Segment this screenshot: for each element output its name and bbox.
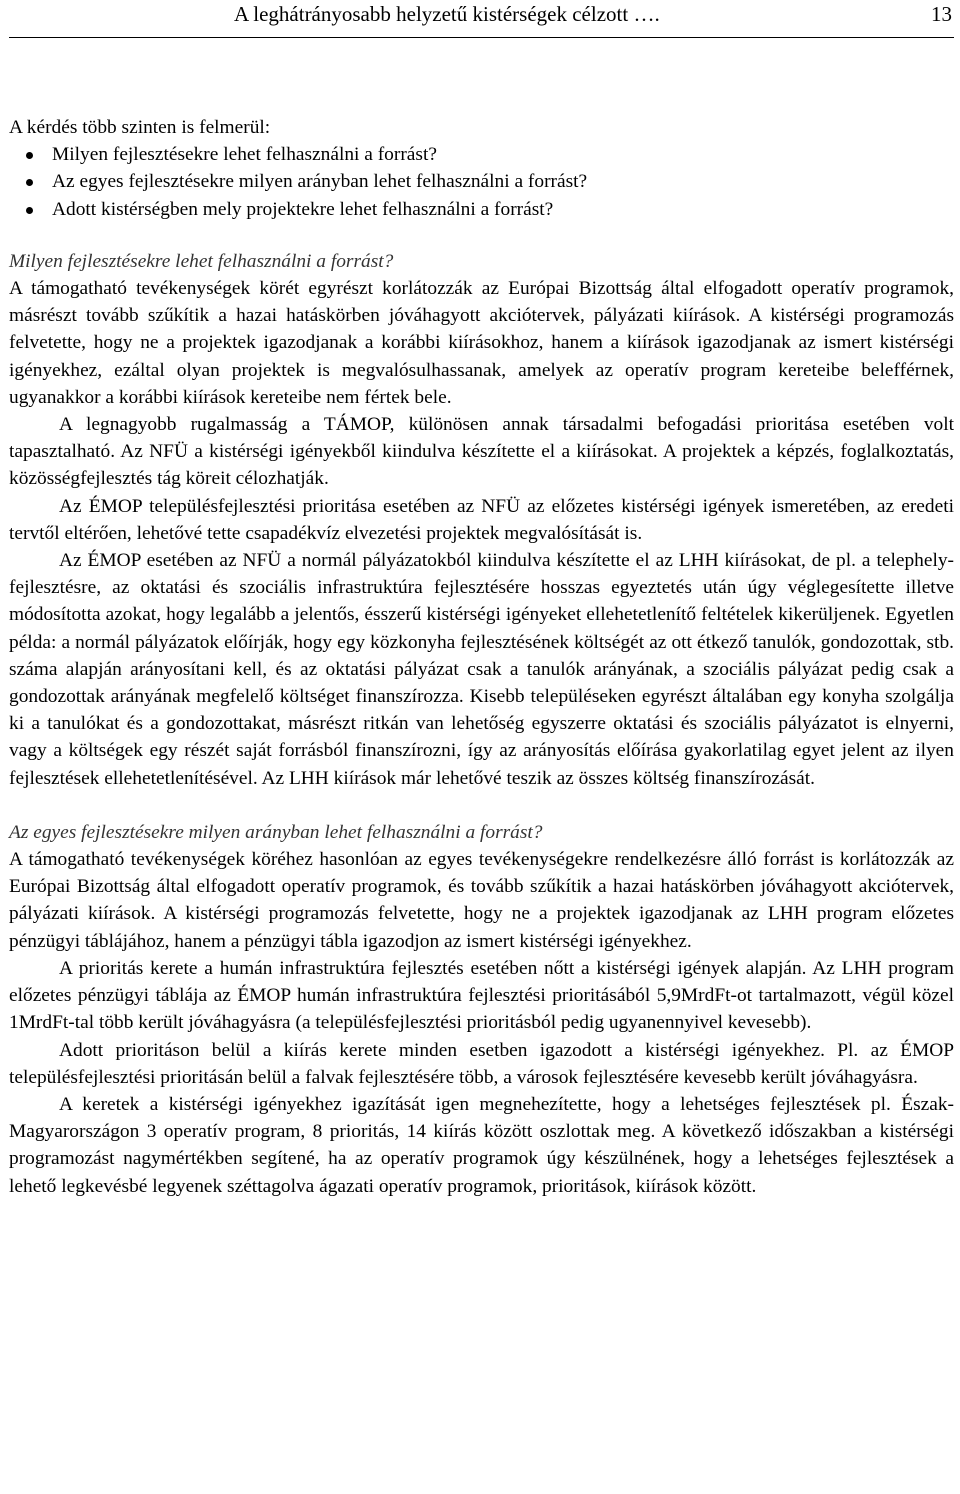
section-heading: Az egyes fejlesztésekre milyen arányban lehet felhasználni a forrást? bbox=[9, 821, 543, 843]
paragraph: Adott prioritáson belül a kiírás kerete minden esetben igazodott a kistérségi igényekhez. Pl. az ÉMOP településfejlesztési prioritásán belül a falvak fejlesztésére több, a városok fejlesztésére kevesebb került jóváhagyásra. bbox=[9, 1039, 954, 1088]
list-item bbox=[52, 168, 954, 195]
bullet-icon bbox=[26, 207, 33, 214]
document-page bbox=[9, 0, 954, 1200]
page-number: 13 bbox=[931, 2, 952, 26]
bullet-icon bbox=[26, 179, 33, 186]
paragraph: A legnagyobb rugalmasság a TÁMOP, különösen annak társadalmi befogadási prioritása esetében volt tapasztalható. Az NFÜ a kistérségi igényekből kiindulva készítette el a kiírásokat. A projektek a képzés, foglalkoztatás, közösségfejlesztés tág köreit célozhatják. bbox=[9, 414, 954, 490]
list-item-text: Milyen fejlesztésekre lehet felhasználni a forrást? bbox=[52, 144, 437, 166]
list-item-text: Az egyes fejlesztésekre milyen arányban lehet felhasználni a forrást? bbox=[52, 171, 588, 193]
intro-text: A kérdés több szinten is felmerül: bbox=[9, 117, 271, 138]
list-item-text: Adott kistérségben mely projektekre lehet felhasználni a forrást? bbox=[52, 198, 554, 220]
paragraph: A támogatható tevékenységek körét egyrészt korlátozzák az Európai Bizottság által elfogadott operatív programok, másrészt tovább szűkítik a hazai hatáskörben jóváhagyott akciótervek, pályázati kiírások. A kistérségi programozás felvetette, hogy ne a projektek igazodjanak a korábbi kiírásokhoz, hanem a kiírások igazodjanak az ismert kistérségi igényekhez, ezáltal olyan projektek is megvalósulhassanak, amelyek az operatív program kereteibe belefférnek, ugyanakkor a korábbi kiírások kereteibe nem fértek bele. bbox=[9, 278, 954, 408]
paragraph: A prioritás kerete a humán infrastruktúra fejlesztés esetében nőtt a kistérségi igények alapján. Az LHH program előzetes pénzügyi táblája az ÉMOP humán infrastruktúra fejlesztési prioritásából 5,9MrdFt-ot tartalmazott, végül közel 1MrdFt-tal több került jóváhagyásra (a településfejlesztési prioritásból pedig ugyanennyivel kevesebb). bbox=[9, 957, 954, 1034]
paragraph: A támogatható tevékenységek köréhez hasonlóan az egyes tevékenységekre rendelkezésre álló forrást is korlátozzák az Európai Bizottság által elfogadott operatív programok, és tovább szűkítik a hazai hatáskörben jóváhagyott akciótervek, pályázati kiírások. A kistérségi programozás felvetette, hogy ne a projektek igazodjanak az LHH program előzetes pénzügyi táblájához, hanem a pénzügyi tábla igazodjon az ismert kistérségi igényekhez. bbox=[9, 849, 954, 952]
list-item bbox=[52, 196, 954, 223]
paragraph: A keretek a kistérségi igényekhez igazítását igen megnehezítette, hogy a lehetséges fejlesztések pl. Észak-Magyarországon 3 operatív program, 8 prioritás, 14 kiírás között oszlottak meg. A következő időszakban a kistérségi programozást nagymértékben segítené, ha az operatív programok úgy készülnének, hogy a lehetséges fejlesztések a lehető legkevésbé legyenek széttagolva ágazati operatív programok, prioritások, kiírások között. bbox=[9, 1093, 954, 1197]
page-header bbox=[9, 0, 954, 38]
section-heading: Milyen fejlesztésekre lehet felhasználni a forrást? bbox=[9, 250, 394, 272]
paragraph: Az ÉMOP településfejlesztési prioritása esetében az NFÜ az előzetes kistérségi igények ismeretében, az eredeti tervtől eltérően, lehetővé tette csapadékvíz elvezetési projektek megvalósítását is. bbox=[9, 495, 954, 544]
list-item bbox=[52, 141, 954, 168]
header-title: A leghátrányosabb helyzetű kistérségek célzott …. bbox=[234, 2, 660, 26]
page-content bbox=[9, 114, 954, 1200]
bullet-icon bbox=[26, 152, 33, 159]
question-list bbox=[9, 141, 954, 223]
paragraph: Az ÉMOP esetében az NFÜ a normál pályázatokból kiindulva készítette el az LHH kiírásokat, de pl. a telephely-fejlesztésre, az oktatási és szociális infrastruktúra fejlesztésére hosszas egyeztetés után úgy véglegesítette illetve módosította azokat, hogy legalább a jelentős, ésszerű kistérségi igényeket ellehetetlenítő feltételek kikerüljenek. Egyetlen példa: a normál pályázatok előírják, hogy egy közkonyha fejlesztésének költségét az ott étkező tanulók, gondozottak, stb. száma alapján arányosítani kell, és az oktatási pályázat csak a tanulók arányának, a szociális pályázat pedig csak a gondozottak arányának megfelelő költséget finanszírozza. Kisebb településeken egyrészt általában egy konyha szolgálja ki a tanulókat és a gondozottakat, másrészt ritkán van lehetőség egyszerre oktatási és szociális pályázatot is elnyerni, vagy a költségek egy részét saját forrásból finanszírozni, így az arányosítás előírása gyakorlatilag egyet jelent az ilyen fejlesztések ellehetetlenítésével. Az LHH kiírások már lehetővé teszik az összes költség finanszírozását. bbox=[9, 550, 954, 789]
